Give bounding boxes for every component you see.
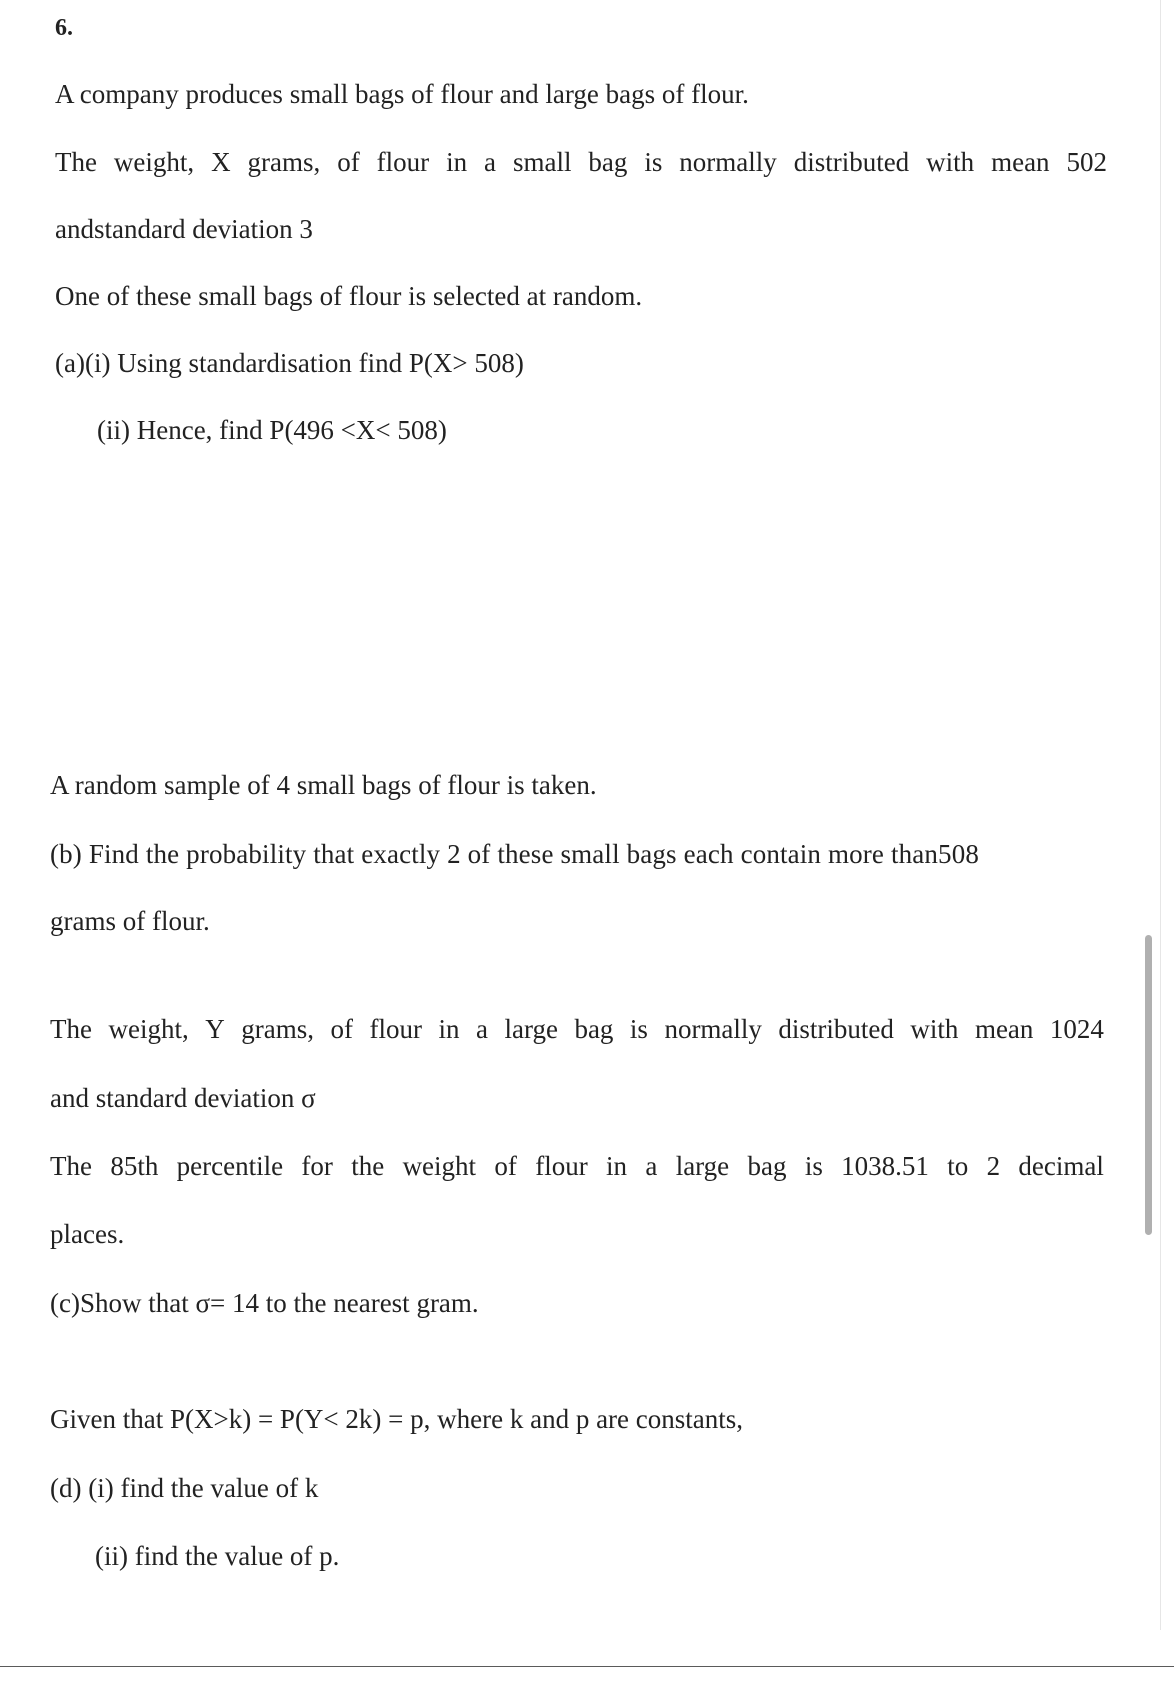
word: flour [376, 147, 430, 177]
word: 502 [1066, 147, 1107, 177]
word: bag [747, 1151, 787, 1181]
word: for [301, 1151, 333, 1181]
selection-text: One of these small bags of flour is selected at random. [55, 281, 643, 311]
word: normally [664, 1014, 762, 1044]
word: a [484, 147, 497, 177]
small-bag-distribution-line-1 [55, 146, 1107, 178]
large-bag-distribution-line-1 [50, 1013, 1104, 1045]
word: a [645, 1151, 658, 1181]
word: Y [205, 1014, 225, 1044]
word: of [330, 1014, 353, 1044]
percentile-line-1 [50, 1150, 1104, 1182]
part-a-ii: (ii) Hence, find P(496 <X< 508) [97, 415, 447, 445]
word: percentile [176, 1151, 284, 1181]
part-d-i: (d) (i) find the value of k [50, 1473, 319, 1503]
part-b-line-1: (b) Find the probability that exactly 2 of these small bags each contain more than508 [50, 839, 979, 869]
word: mean [991, 147, 1050, 177]
word: The [50, 1151, 92, 1181]
given-text: Given that P(X>k) = P(Y< 2k) = p, where k and p are constants, [50, 1404, 744, 1434]
word: is [644, 147, 663, 177]
word: with [926, 147, 975, 177]
word: X [211, 147, 231, 177]
word: distributed [793, 147, 910, 177]
word: bag [574, 1014, 614, 1044]
word: is [629, 1014, 648, 1044]
bottom-divider [0, 1666, 1174, 1684]
word: 2 [986, 1151, 1001, 1181]
word: small [512, 147, 572, 177]
word: 1038.51 [841, 1151, 929, 1181]
word: weight, [113, 147, 195, 177]
percentile-line-2: places. [50, 1219, 125, 1249]
word: is [804, 1151, 823, 1181]
word: of [337, 147, 360, 177]
word: flour [535, 1151, 588, 1181]
word: a [475, 1014, 488, 1044]
word: of [494, 1151, 517, 1181]
part-b-line-2: grams of flour. [50, 906, 210, 936]
word: distributed [778, 1014, 894, 1044]
word: weight [402, 1151, 477, 1181]
part-a-i: (a)(i) Using standardisation find P(X> 508) [55, 348, 524, 378]
word: normally [679, 147, 777, 177]
word: in [606, 1151, 628, 1181]
word: 1024 [1049, 1014, 1104, 1044]
small-bag-distribution-line-2: andstandard deviation 3 [55, 214, 313, 244]
word: with [910, 1014, 959, 1044]
word: The [50, 1014, 92, 1044]
sample-text: A random sample of 4 small bags of flour is taken. [50, 770, 597, 800]
large-bag-distribution-line-2: and standard deviation σ [50, 1083, 316, 1113]
page-edge-divider [1160, 0, 1161, 1630]
word: 85th [110, 1151, 159, 1181]
word: in [446, 147, 468, 177]
word: to [947, 1151, 969, 1181]
vertical-scrollbar[interactable] [1145, 935, 1152, 1235]
part-d-ii: (ii) find the value of p. [95, 1541, 340, 1571]
word: grams, [241, 1014, 314, 1044]
word: in [438, 1014, 460, 1044]
word: grams, [247, 147, 321, 177]
word: flour [369, 1014, 422, 1044]
word: bag [588, 147, 628, 177]
part-c: (c)Show that σ= 14 to the nearest gram. [50, 1288, 479, 1318]
intro-text: A company produces small bags of flour and large bags of flour. [55, 79, 749, 109]
word: mean [974, 1014, 1034, 1044]
word: weight, [108, 1014, 189, 1044]
word: The [55, 147, 97, 177]
word: the [351, 1151, 385, 1181]
question-number: 6. [55, 15, 73, 41]
word: large [675, 1151, 730, 1181]
word: large [504, 1014, 558, 1044]
word: decimal [1018, 1151, 1104, 1181]
